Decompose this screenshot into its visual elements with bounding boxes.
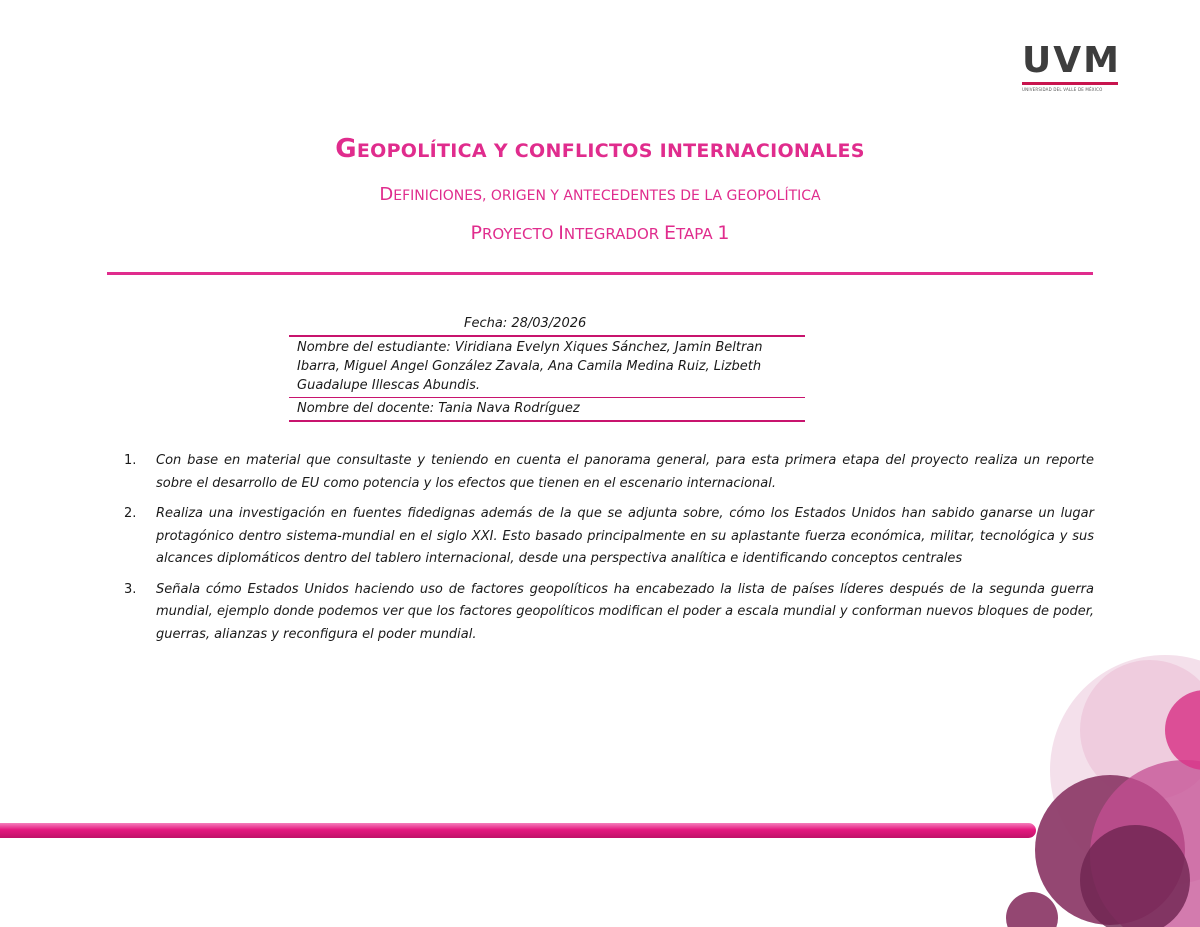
teacher-name: Nombre del docente: Tania Nava Rodríguez: [289, 398, 805, 422]
instruction-list: [124, 450, 1094, 654]
page-title: [0, 134, 1200, 164]
item-text: Realiza una investigación en fuentes fidedignas además de la que se adjunta sobre, cómo los Estados Unidos han sabido ganarse un lugar protagónico dentro sistema-mundial en el siglo XXI. Esto basado principalmente en su aplastante fuerza económica, militar, tecnológica y sus alcances diplomáticos dentro del tablero internacional, desde una perspectiva analítica e identificando conceptos centrales: [156, 506, 1094, 566]
info-block: [289, 313, 805, 422]
logo-subtitle: UNIVERSIDAD DEL VALLE DE MÉXICO: [1022, 87, 1103, 92]
project-stage-heading: [0, 222, 1200, 244]
item-number: 1.: [124, 453, 137, 468]
item-text: Con base en material que consultaste y teniendo en cuenta el panorama general, para esta primera etapa del proyecto realiza un reporte sobre el desarrollo de EU como potencia y los efectos que tienen en el escenario internacional.: [156, 453, 1094, 491]
decorative-circles: [960, 600, 1200, 927]
stage-i-rest: NTEGRADOR: [563, 225, 664, 243]
stage-number: 1: [717, 222, 730, 244]
subtitle-rest: EFINICIONES, ORIGEN Y ANTECEDENTES DE LA GEOPOLÍTICA: [393, 188, 821, 204]
list-item: [124, 579, 1094, 647]
student-names: Nombre del estudiante: Viridiana Evelyn Xiques Sánchez, Jamin Beltran Ibarra, Miguel Angel González Zavala, Ana Camila Medina Ruiz, Lizbeth Guadalupe Illescas Abundis.: [289, 337, 805, 398]
list-item: [124, 503, 1094, 571]
stage-i: I: [558, 222, 564, 244]
stage-e-rest: TAPA: [676, 225, 718, 243]
uvm-logo: [1022, 42, 1122, 92]
list-item: [124, 450, 1094, 495]
title-rest: EOPOLÍTICA Y CONFLICTOS INTERNACIONALES: [356, 140, 865, 162]
decorative-band: [0, 823, 1036, 838]
item-text: Señala cómo Estados Unidos haciendo uso de factores geopolíticos ha encabezado la lista de países líderes después de la segunda guerra mundial, ejemplo donde podemos ver que los factores geopolíticos modifican el poder a escala mundial y conforman nuevos bloques de poder, guerras, alianzas y reconfigura el poder mundial.: [156, 581, 1094, 642]
stage-p-rest: ROYECTO: [482, 225, 559, 243]
logo-wordmark: UVM: [1022, 40, 1121, 81]
circle-small: [1006, 892, 1058, 927]
subtitle-initial: D: [379, 184, 394, 205]
stage-p: P: [470, 222, 482, 244]
title-initial: G: [335, 134, 357, 164]
logo-underline: [1022, 82, 1118, 85]
stage-e: E: [663, 222, 676, 244]
header-divider: [107, 272, 1093, 275]
item-number: 2.: [124, 506, 137, 521]
item-number: 3.: [124, 581, 137, 597]
page-subtitle: [0, 184, 1200, 205]
date-line: Fecha: 28/03/2026: [289, 313, 805, 337]
